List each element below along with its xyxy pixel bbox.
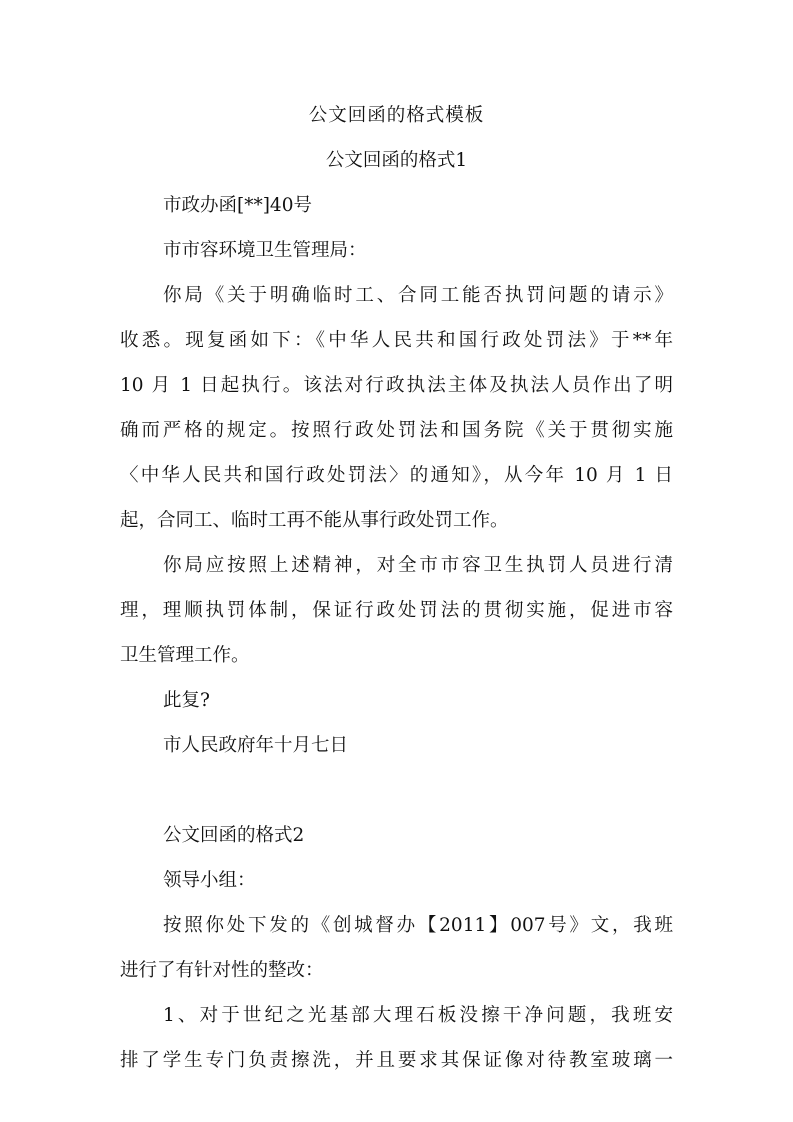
paragraph-line: 起，合同工、临时工再不能从事行政处罚工作。 (120, 510, 509, 531)
recipient-line: 领导小组： (163, 870, 256, 891)
paragraph-line: 确而严格的规定。按照行政处罚法和国务院《关于贯彻实施 (120, 420, 673, 441)
signature-line: 市人民政府年十月七日 (163, 735, 349, 756)
section-spacer (120, 774, 673, 819)
document-title: 公文回函的格式模板 (308, 105, 485, 126)
paragraph-line: 你局《关于明确临时工、合同工能否执罚问题的请示》 (163, 285, 673, 306)
paragraph-line: 理，理顺执罚体制，保证行政处罚法的贯彻实施，促进市容 (120, 600, 673, 621)
section1-heading: 公文回函的格式1 (325, 150, 468, 171)
closing-line: 此复? (163, 690, 210, 711)
section2-heading: 公文回函的格式2 (163, 825, 305, 846)
recipient-line: 市市容环境卫生管理局： (163, 240, 367, 261)
paragraph-line: 进行了有针对性的整改： (120, 960, 324, 981)
paragraph-line: 〈中华人民共和国行政处罚法〉的通知》，从今年 10 月 1 日 (120, 465, 673, 486)
paragraph-line: 1、对于世纪之光基部大理石板没擦干净问题，我班安 (163, 1005, 673, 1026)
paragraph-line: 卫生管理工作。 (120, 645, 250, 666)
doc-number: 市政办函[**]40号 (163, 195, 312, 216)
paragraph-line: 10 月 1 日起执行。该法对行政执法主体及执法人员作出了明 (120, 375, 673, 396)
paragraph-line: 你局应按照上述精神，对全市市容卫生执罚人员进行清 (163, 555, 673, 576)
document-body (120, 99, 673, 1089)
paragraph-line: 排了学生专门负责擦洗，并且要求其保证像对待教室玻璃一 (120, 1050, 673, 1071)
paragraph-line: 收悉。现复函如下：《中华人民共和国行政处罚法》于**年 (120, 330, 673, 351)
paragraph-line: 按照你处下发的《创城督办【2011】007号》文，我班 (163, 915, 673, 936)
